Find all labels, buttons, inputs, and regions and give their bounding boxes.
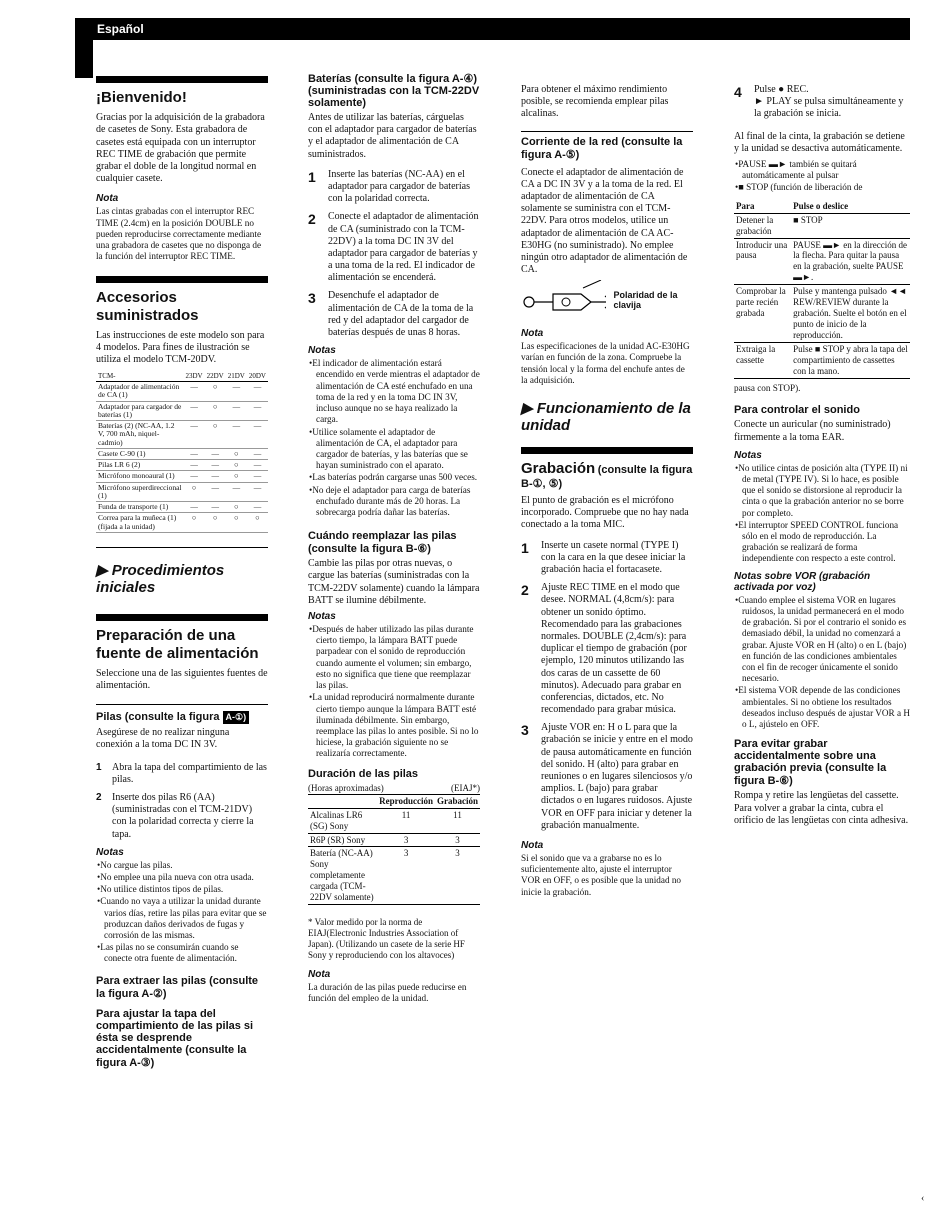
table-header-cell: 23DV — [184, 371, 205, 382]
table-cell: Micrófono superdireccional (1) — [98, 482, 182, 500]
nota-item: • No utilice cintas de posición alta (TYPE II) ni de metal (TYPE IV). Si lo hace, es posible que el sonido se distorsione al reproducir la cinta o que la grabación anterior no se borre por completo. — [742, 463, 910, 519]
table-cell: Extraiga la cassette — [734, 343, 791, 379]
table-row — [734, 213, 910, 238]
table-cell: — — [184, 502, 205, 513]
duracion-table — [308, 795, 480, 906]
table-cell: Pulse y mantenga pulsado ◄◄ REW/REVIEW durante la grabación. Suelte el botón en el punto de inicio de la reproducción. — [791, 285, 910, 343]
table-header-cell: Reproducción — [377, 795, 435, 808]
baterias-notas-list — [308, 358, 480, 518]
table-cell: — — [247, 502, 268, 513]
intro-text: Para obtener el máximo rendimiento posible, se recomienda emplear pilas alcalinas. — [521, 84, 669, 120]
reemplazar-heading: Cuándo reemplazar las pilas (consulte la figura B-⑥) — [308, 530, 457, 556]
accesorios-text: Las instrucciones de este modelo son para 4 modelos. Para fines de ilustración se utiliza el modelo TCM-20DV. — [96, 329, 265, 366]
procedimientos-heading: ▶ Procedimientos iniciales — [96, 561, 225, 597]
table-cell: Casete C-90 (1) — [96, 448, 184, 459]
table-cell: — — [205, 502, 226, 513]
table-header-cell — [308, 795, 377, 808]
table-cell: Funda de transporte (1) — [96, 502, 184, 513]
step-text: Abra la tapa del compartimiento de las pilas. — [112, 761, 267, 785]
table-row — [96, 382, 268, 402]
column-4 — [734, 84, 910, 831]
table-cell: — — [226, 421, 247, 449]
table-row — [308, 808, 480, 833]
table-cell: — — [184, 448, 205, 459]
step-2 — [308, 211, 480, 284]
step-1 — [96, 762, 268, 786]
pilas-text: Asegúrese de no realizar ninguna conexión a la toma DC IN 3V. — [96, 727, 230, 751]
nota-item: • No utilice distintos tipos de pilas. — [104, 884, 268, 895]
table-cell: — — [226, 382, 247, 402]
table-cell: — — [247, 382, 268, 402]
nota-label: Nota — [521, 328, 544, 340]
step-2 — [96, 792, 268, 841]
nota-item: • Las baterías podrán cargarse unas 500 veces. — [316, 472, 480, 483]
step-1 — [308, 169, 480, 206]
funcionamiento-heading: ▶ Funcionamiento de la unidad — [521, 400, 691, 435]
step-number: 3 — [521, 722, 529, 739]
grabacion-steps — [521, 540, 693, 832]
nota-text: Las cintas grabadas con el interruptor REC TIME (2.4cm) en la posición DOUBLE no pueden reproducirse correctamente mediante una grabadora de casetes que no disponga de la función del interruptor REC TIME. — [96, 206, 262, 262]
table-cell: R6P (SR) Sony — [308, 833, 377, 847]
notas-label: Notas — [734, 449, 762, 461]
pilas-steps — [96, 762, 268, 841]
table-cell: — — [205, 448, 226, 459]
table-cell: PAUSE ▬► en la dirección de la flecha. Para quitar la pausa en la grabación, suelte PAUSE ▬►. — [791, 238, 910, 285]
table-row — [96, 471, 268, 482]
bienvenido-heading: ¡Bienvenido! — [96, 89, 187, 106]
preparacion-text: Seleccione una de las siguientes fuentes de alimentación. — [96, 667, 268, 691]
evitar-heading: Para evitar grabar accidentalmente sobre una grabación previa (consulte la figura B-⑥) — [734, 738, 887, 788]
nota-text: Las especificaciones de la unidad AC-E30HG varían en función de la zona. Compruebe la tensión local y la forma del enchufe antes de la adquisición. — [521, 341, 690, 385]
table-cell: 3 — [377, 847, 435, 905]
pilas-notas-list — [96, 860, 268, 965]
step-number: 3 — [308, 290, 316, 307]
baterias-heading: Baterías (consulte la figura A-④) (suministradas con la TCM-22DV solamente) — [308, 73, 480, 109]
footnote: * Valor medido por la norma de EIAJ(Electronic Industries Association of Japan). (Utilizando un casete de la serie HF Sony y reproduciendo con los altavoces) — [308, 917, 465, 961]
table-cell: ○ — [205, 513, 226, 533]
table-cell: Baterías (2) (NC-AA, 1.2 V, 700 mAh, niquel-cadmio) — [96, 421, 184, 449]
step-number: 1 — [96, 761, 102, 773]
notas-label: Notas — [308, 345, 336, 357]
table-header-cell: Para — [734, 200, 791, 213]
table-cell: — — [184, 382, 205, 402]
sonido-text: Conecte un auricular (no suministrado) firmemente a la toma EAR. — [734, 419, 891, 443]
table-cell: ○ — [226, 448, 247, 459]
table-header-cell: 21DV — [226, 371, 247, 382]
polarity-label: Polaridad de la clavija — [613, 290, 678, 311]
table-cell: — — [184, 460, 205, 471]
step-1 — [521, 540, 693, 577]
table-cell: ○ — [247, 513, 268, 533]
grabacion-heading: Grabación (consulte la figura B-①, ⑤) — [521, 459, 693, 490]
table-cell: — — [205, 460, 226, 471]
table-cell: Adaptador de alimentación de CA (1) — [96, 382, 184, 402]
table-cell: — — [226, 401, 247, 421]
nota-item: • El interruptor SPEED CONTROL funciona sólo en el modo de reproducción. La grabación se realizará de forma independiente con respecto a este control. — [742, 520, 910, 565]
table-header-cell: 22DV — [205, 371, 226, 382]
step-text: Ajuste REC TIME en el modo que desee. NORMAL (4,8cm/s): para obtener un sonido óptimo. Recomendado para las grabaciones normales. DOUBLE (2,4cm/s): para duplicar el tiempo de grabación (por ejemplo, 120 minutos utilizando las dos caras de un cassette de 60 minutos). Adecuado para grabar en conferencias, dictados, etc. No recomendado para grabar música. — [541, 582, 687, 716]
nota-label: Nota — [308, 969, 331, 981]
nota-label: Nota — [96, 193, 119, 205]
table-cell: — — [247, 421, 268, 449]
nota-item: • Cuando emplee el sistema VOR en lugares ruidosos, la unidad permanecerá en el modo de grabación. Si por el contrario el sonido es demasiado débil, la unidad no comenzará a grabar. Ajuste VOR en H (alto) o en L (bajo) en función de las condiciones ambientales con el fin de recoger únicamente el sonido necesario. — [742, 595, 910, 685]
nota-item: • No deje el adaptador para carga de baterías enchufado durante más de 20 horas. La sobrecarga podría dañar las baterías. — [316, 485, 480, 519]
table-cell: Comprobar la parte recién grabada — [734, 285, 791, 343]
nota-item: • No emplee una pila nueva con otra usada. — [104, 872, 268, 883]
table-row — [96, 401, 268, 421]
page-edge-mark: ‹ — [921, 1193, 925, 1204]
bullet-item: • PAUSE ▬► también se quitará automáticamente al pulsar — [742, 159, 910, 181]
table-row — [308, 833, 480, 847]
preparacion-heading: Preparación de una fuente de alimentación — [96, 627, 259, 662]
vor-notas-heading: Notas sobre VOR (grabación activada por voz) — [734, 570, 871, 593]
nota-item: • Utilice solamente el adaptador de alimentación de CA, el adaptador para cargador de baterías, y las baterías que se hayan suministrado con el aparato. — [316, 427, 480, 472]
table-header-cell: 20DV — [247, 371, 268, 382]
nota-label: Nota — [521, 839, 544, 851]
nota-item: • La unidad reproducirá normalmente durante cierto tiempo aunque la lámpara BATT esté iluminada débilmente. Sin embargo, reemplace las pilas lo antes posible. Si no lo hiciese, la grabación siguiente no se realizaría correctamente. — [316, 692, 480, 759]
table-cell: 11 — [377, 808, 435, 833]
table-row — [96, 448, 268, 459]
table-cell: Pulse ■ STOP y abra la tapa del compartimiento de cassettes con la mano. — [791, 343, 910, 379]
table-cell: Micrófono monoaural (1) — [96, 471, 184, 482]
table-row — [96, 502, 268, 513]
plug-polarity-diagram — [521, 280, 693, 320]
table-cell: — — [184, 421, 205, 449]
nota-item: • El indicador de alimentación estará encendido en verde mientras el adaptador de alimentación de CA esté enchufado en una toma de la red y en la toma DC IN 3V, incluso aunque no se haya realizado la carga. — [316, 358, 480, 425]
final-bullets — [734, 159, 910, 194]
step-text: Ajuste VOR en: H o L para que la grabación se inicie y entre en el modo de pausa automáticamente en función del sonido. H (alto) para grabar en reuniones o en lugares silenciosos y/o amplios. L (bajo) para grabar dictados o en lugares ruidosos. Ajuste VOR en OFF para iniciar y detener la grabación manualmente. — [541, 722, 693, 831]
table-row — [96, 482, 268, 502]
step-3 — [521, 722, 693, 832]
table-cell: ○ — [184, 482, 205, 502]
table-cell: Introducir una pausa — [734, 238, 791, 285]
step-number: 1 — [308, 168, 316, 185]
column-2 — [308, 72, 480, 1009]
language-tab-bar — [75, 18, 910, 40]
table-row — [308, 847, 480, 905]
step-text: Inserte las baterías (NC-AA) en el adaptador para cargador de baterías con la polaridad correcta. — [328, 168, 470, 205]
grabacion-text: El punto de grabación es el micrófono incorporado. Compruebe que no hay nada conectado a la toma MIC. — [521, 495, 689, 531]
table-header-cell: Pulse o deslice — [791, 200, 910, 213]
table-cell: Adaptador para cargador de baterías (1) — [96, 401, 184, 421]
step-text: Conecte el adaptador de alimentación de CA (suministrado con la TCM-22DV) a la toma DC IN 3V del adaptador para cargador de baterías y a una toma de la red. El indicador de alimentación se encenderá. — [328, 211, 479, 284]
table-row — [734, 343, 910, 379]
table-cell: 3 — [435, 847, 480, 905]
section-rule — [96, 76, 268, 83]
table-row — [96, 421, 268, 449]
step-text: Desenchufe el adaptador de alimentación de CA de la toma de la red y del adaptador del cargador de baterías después de unas 8 horas. — [328, 290, 474, 338]
accessories-table — [96, 371, 268, 533]
evitar-text: Rompa y retire las lengüetas del cassette. Para volver a grabar la cinta, cubra el orificio de las lengüetas con cinta adhesiva. — [734, 790, 909, 826]
step-4-line-2: ► PLAY se pulsa simultáneamente y la grabación se inicia. — [754, 96, 904, 120]
baterias-steps — [308, 169, 480, 339]
table-cell: ○ — [226, 460, 247, 471]
duracion-subheader: (Horas aproximadas) (EIAJ*) — [308, 782, 480, 793]
table-header-cell: Grabación — [435, 795, 480, 808]
notas-label: Notas — [308, 611, 336, 622]
table-cell: — — [247, 460, 268, 471]
table-cell: — — [247, 471, 268, 482]
step-text: Inserte dos pilas R6 (AA) (suministradas con el TCM-21DV) con la polaridad correcta y cierre la tapa. — [112, 791, 254, 840]
table-cell: — — [226, 482, 247, 502]
table-cell: Correa para la muñeca (1) (fijada a la unidad) — [96, 513, 184, 533]
sonido-heading: Para controlar el sonido — [734, 404, 860, 417]
reemplazar-notas-list — [308, 624, 480, 760]
bienvenido-text: Gracias por la adquisición de la grabadora de casetes de Sony. Esta grabadora de casetes está equipada con un interruptor REC TIME de grabación que permite grabar el doble de la longitud normal en cualquier casete. — [96, 112, 265, 185]
table-tail: pausa con STOP). — [734, 383, 801, 394]
table-cell: ■ STOP — [791, 213, 910, 238]
step-3 — [308, 290, 480, 339]
nota-text: La duración de las pilas puede reducirse en función del empleo de la unidad. — [308, 982, 467, 1004]
table-cell: ○ — [226, 471, 247, 482]
step-text: Inserte un casete normal (TYPE I) con la cara en la que desee iniciar la grabación hacia el fortacasete. — [541, 539, 686, 575]
reemplazar-text: Cambie las pilas por otras nuevas, o cargue las baterías (suministradas con la TCM-22DV solamente) cuando la lámpara BATT se ilumine débilmente. — [308, 558, 480, 606]
plug-polarity-icon — [521, 280, 606, 320]
section-rule — [96, 276, 268, 283]
final-text: Al final de la cinta, la grabación se detiene y la unidad se desactiva automáticamente. — [734, 130, 905, 154]
table-cell: ○ — [184, 513, 205, 533]
column-3 — [521, 84, 693, 902]
step-4-line-1: Pulse ● REC. — [754, 84, 809, 95]
table-cell: Batería (NC-AA) Sony completamente cargada (TCM-22DV solamente) — [308, 847, 377, 905]
table-cell: 3 — [435, 833, 480, 847]
extraer-heading: Para extraer las pilas (consulte la figura A-②) — [96, 974, 259, 1000]
table-cell: ○ — [205, 421, 226, 449]
corriente-heading: Corriente de la red (consulte la figura A-⑤) — [521, 135, 683, 161]
table-row — [96, 460, 268, 471]
table-cell: — — [205, 471, 226, 482]
section-rule — [96, 614, 268, 621]
step-number: 2 — [96, 791, 102, 803]
language-tab: Español — [97, 22, 144, 36]
step-2 — [521, 582, 693, 716]
table-cell: Pilas LR 6 (2) — [96, 460, 184, 471]
ajustar-heading: Para ajustar la tapa del compartimiento de las pilas si ésta se desprende accidentalmente (consulte la figura A-③) — [96, 1007, 254, 1069]
table-header-cell: TCM- — [96, 371, 184, 382]
functions-table — [734, 200, 910, 380]
sidebar-marker — [75, 18, 93, 78]
table-cell: — — [247, 448, 268, 459]
table-row — [734, 238, 910, 285]
table-cell: Alcalinas LR6 (SG) Sony — [308, 808, 377, 833]
corriente-text: Conecte el adaptador de alimentación de CA a DC IN 3V y a la toma de la red. El adaptador de alimentación de CA solamente se suministra con el TCM-22DV. Para otros modelos, utilice un adaptador de alimentación de CA AC-E30HG (no suministrado). No emplee ningún otro adaptador de alimentación de CA. — [521, 166, 688, 276]
pilas-heading: Pilas (consulte la figura A-①) — [96, 711, 268, 724]
notas-label: Notas — [96, 846, 124, 858]
notas-list — [734, 463, 910, 565]
nota-item: • No cargue las pilas. — [104, 860, 268, 871]
step-4: 4 Pulse ● REC. ► PLAY se pulsa simultáneamente y la grabación se inicia. — [734, 84, 910, 121]
nota-item: • Cuando no vaya a utilizar la unidad durante varios días, retire las pilas para evitar que se produzcan daños derivados de fugas y corrosión de las mismas. — [104, 896, 268, 941]
step-number: 1 — [521, 539, 529, 556]
nota-text: Si el sonido que va a grabarse no es lo suficientemente alto, ajuste el interruptor VOR en OFF, o es posible que la unidad no inicie la grabación. — [521, 852, 682, 897]
table-cell: ○ — [205, 382, 226, 402]
table-cell: — — [247, 401, 268, 421]
table-cell: 11 — [435, 808, 480, 833]
table-cell: — — [205, 482, 226, 502]
table-cell: ○ — [226, 502, 247, 513]
nota-item: • Después de haber utilizado las pilas durante cierto tiempo, la lámpara BATT puede parpadear con el sonido de reproducción cuando aumente el volumen; sin embargo, esto no significa que tiene que reemplazar las pilas. — [316, 624, 480, 691]
table-cell: ○ — [226, 513, 247, 533]
baterias-text: Antes de utilizar las baterías, cárguelas con el adaptador para cargador de baterías y el adaptador de alimentación de CA suministrados. — [308, 112, 477, 160]
table-cell: Detener la grabación — [734, 213, 791, 238]
table-cell: — — [247, 482, 268, 502]
table-cell: — — [184, 471, 205, 482]
table-cell: — — [184, 401, 205, 421]
table-row — [96, 513, 268, 533]
section-rule — [521, 447, 693, 454]
nota-item: • Las pilas no se consumirán cuando se conecte otra fuente de alimentación. — [104, 942, 268, 964]
column-1 — [96, 76, 268, 1072]
table-cell: ○ — [205, 401, 226, 421]
nota-item: • El sistema VOR depende de las condiciones ambientales. Si no obtiene los resultados deseados incluso después de ajustar VOR a H o L, ajústelo en OFF. — [742, 685, 910, 730]
table-row — [734, 285, 910, 343]
vor-notas-list — [734, 595, 910, 731]
step-number: 2 — [308, 211, 316, 228]
accesorios-heading: Accesorios suministrados — [96, 289, 199, 324]
table-cell: 3 — [377, 833, 435, 847]
step-number: 2 — [521, 582, 529, 599]
bullet-item: • ■ STOP (función de liberación de — [742, 182, 910, 193]
duracion-heading: Duración de las pilas — [308, 767, 419, 780]
